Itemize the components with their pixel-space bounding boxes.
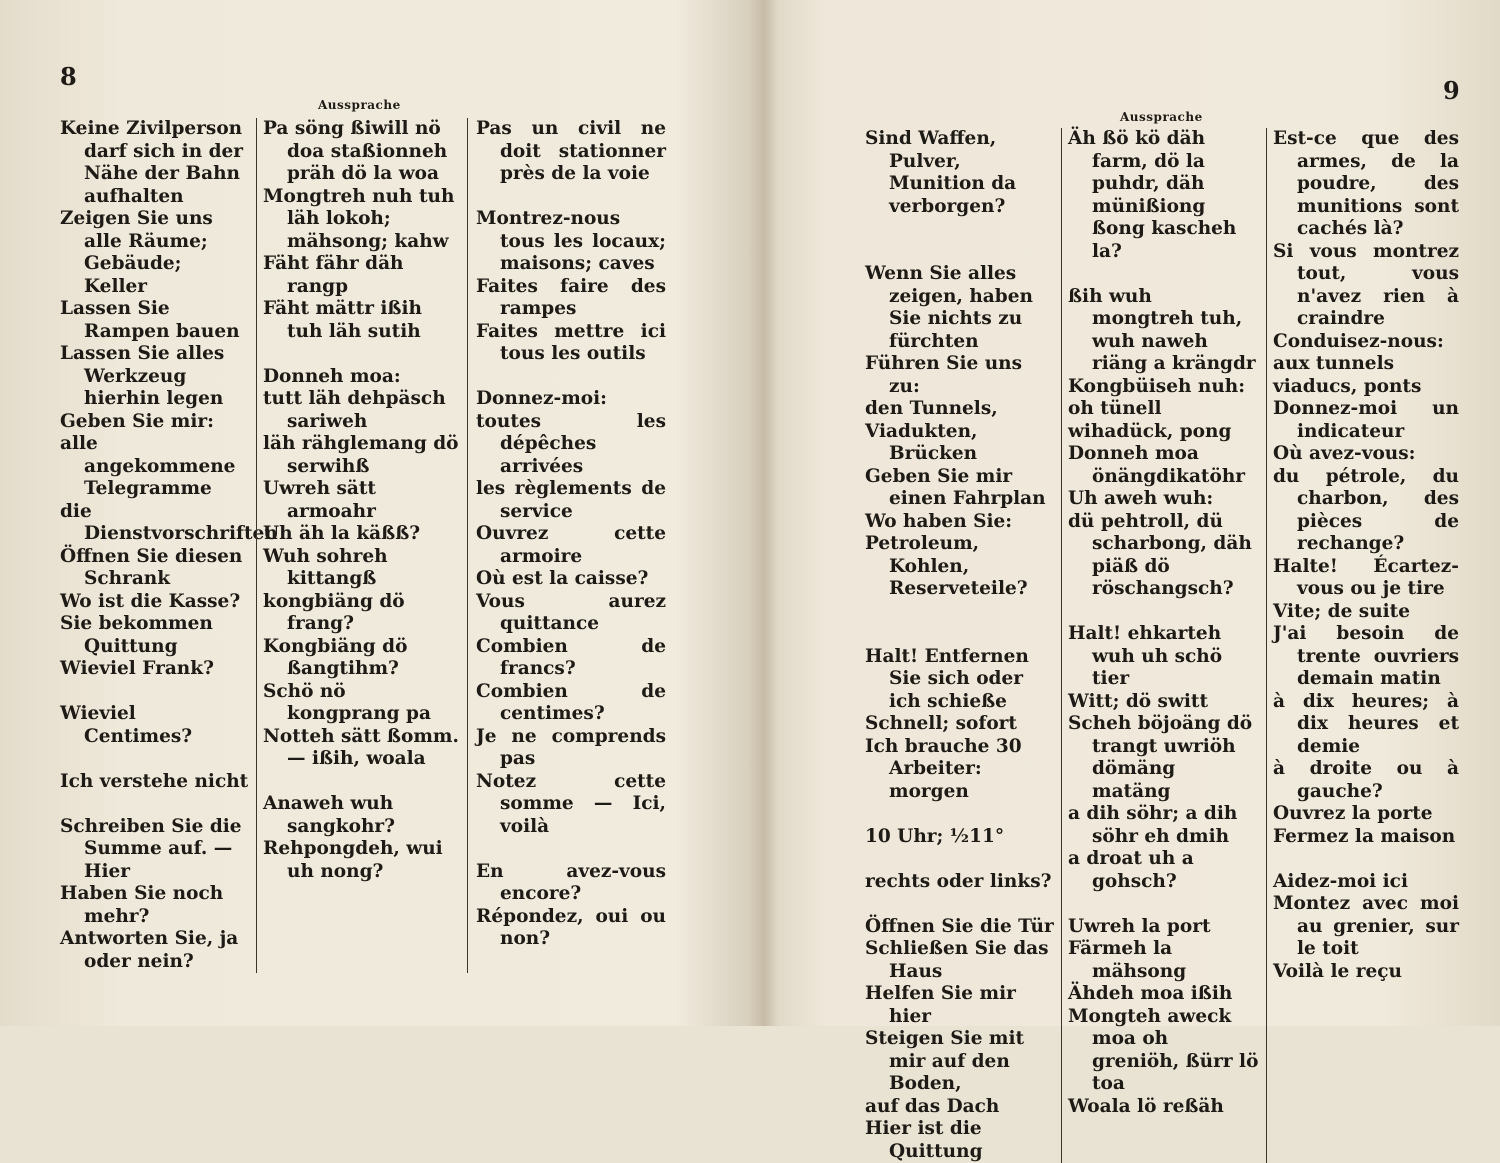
phrase-entry: Vous aurez quittance <box>476 590 673 634</box>
phrase-entry: Geben Sie mir: <box>60 410 214 432</box>
phrase-entry: Wo haben Sie: <box>865 510 1013 532</box>
phrase-entry: Mongtreh nuh tuh läh lokoh; mähsong; kahw <box>263 185 461 252</box>
phrase-entry: à dix heures; à dix heures et demie <box>1273 690 1466 757</box>
phrase-entry: Ähdeh moa ißih <box>1068 983 1233 1004</box>
phrase-entry: Wuh sohreh kittangß <box>263 545 394 589</box>
phrase-entry: Viadukten, Brücken <box>865 420 984 464</box>
phrase-entry: Sind Waffen, Pulver, Munition da verborgen? <box>865 128 1023 217</box>
french-column-left <box>467 118 672 973</box>
phrase-entry: wihadück, pong <box>1068 420 1232 442</box>
phrase-entry: Wenn Sie alles zeigen, haben Sie nichts zu fürchten <box>865 263 1040 352</box>
phrase-entry: Kongbüiseh nuh: <box>1068 375 1246 397</box>
german-column-right <box>865 128 1061 1163</box>
phrase-entry: Halt! ehkarteh wuh uh schö tier <box>1068 623 1229 689</box>
page-number-right: 9 <box>1443 76 1460 105</box>
phrase-entry: Uwreh sätt armoahr <box>263 478 383 522</box>
phrase-entry: Notteh sätt ßomm. — ißih, woala <box>263 725 466 769</box>
phrase-entry: Pa söng ßiwill nö doa staßionneh präh dö la woa <box>263 118 454 184</box>
phrase-entry <box>476 366 666 389</box>
phrase-entry: Geben Sie mir einen Fahrplan <box>865 465 1046 509</box>
phrase-entry: toutes les dépêches arrivées <box>476 410 673 477</box>
phrase-entry: Hier ist die Quittung <box>865 1118 989 1162</box>
pronunciation-column-left <box>256 118 467 973</box>
phrase-entry: Antworten Sie, ja oder nein? <box>60 928 245 972</box>
phrase-entry <box>1273 848 1459 871</box>
phrase-columns-left <box>60 118 672 973</box>
phrase-entry <box>865 803 1055 826</box>
phrase-entry: Haben Sie noch mehr? <box>60 883 230 927</box>
phrase-entry: Äh ßö kö däh farm, dö la puhdr, däh münißiong ßong kascheh la? <box>1068 128 1243 262</box>
phrase-entry: viaducs, ponts <box>1273 375 1422 397</box>
phrase-entry: a dih söhr; a dih söhr eh dmih <box>1068 803 1244 847</box>
phrase-entry: die Dienstvorschriften <box>60 500 278 544</box>
phrase-entry: Öffnen Sie diesen Schrank <box>60 545 249 589</box>
phrase-entry <box>476 186 666 209</box>
phrase-entry: J'ai besoin de trente ouvriers demain matin <box>1273 623 1466 689</box>
phrase-entry: kongbiäng dö frang? <box>263 590 412 634</box>
phrase-entry: Pas un civil ne doit stationner près de la voie <box>476 118 673 184</box>
phrase-entry: Halt! Entfernen Sie sich oder ich schieße <box>865 645 1036 712</box>
phrase-entry: a droat uh a gohsch? <box>1068 848 1201 892</box>
right-page <box>760 0 1500 1162</box>
phrase-entry <box>1068 601 1260 624</box>
phrase-entry <box>60 748 250 771</box>
phrase-entry: Donnez-moi: <box>476 388 608 409</box>
phrase-entry: läh rähglemang dö serwihß <box>263 433 465 477</box>
phrase-entry: Donneh moa önängdikatöhr <box>1068 443 1246 487</box>
phrase-entry: Aidez-moi ici <box>1273 870 1408 892</box>
phrase-entry: Fäht mättr ißih tuh läh sutih <box>263 298 429 342</box>
phrase-entry: Donnez-moi un indicateur <box>1273 398 1466 442</box>
phrase-entry: den Tunnels, <box>865 398 998 419</box>
phrase-entry: Montez avec moi au grenier, sur le toit <box>1273 893 1466 959</box>
phrase-entry: Schnell; sofort <box>865 713 1017 734</box>
phrase-entry <box>60 793 250 816</box>
phrase-entry: Où avez-vous: <box>1273 443 1416 464</box>
phrase-entry: Voilà le reçu <box>1273 960 1402 982</box>
phrase-entry: auf das Dach <box>865 1095 1000 1117</box>
phrase-entry: aux tunnels <box>1273 353 1395 374</box>
phrase-entry: Faites faire des rampes <box>476 275 673 319</box>
phrase-entry: Wieviel Centimes? <box>60 703 193 747</box>
phrase-entry: Lassen Sie Rampen bauen <box>60 298 240 342</box>
phrase-entry: Schö nö kongprang pa <box>263 680 431 724</box>
phrase-entry: rechts oder links? <box>865 870 1052 892</box>
phrase-entry: Witt; dö switt <box>1068 690 1209 712</box>
phrase-entry: Öffnen Sie die Tür <box>865 915 1054 937</box>
phrase-entry: Zeigen Sie uns alle Räume; Gebäude; Keller <box>60 208 220 297</box>
left-page <box>0 0 750 1026</box>
german-column-left <box>60 118 278 973</box>
phrase-entry <box>60 681 250 704</box>
pronunciation-header-left: Aussprache <box>318 98 401 112</box>
phrase-entry: Steigen Sie mit mir auf den Boden, <box>865 1028 1031 1094</box>
phrase-entry: Combien de centimes? <box>476 680 673 724</box>
page-number-left: 8 <box>60 62 77 91</box>
phrase-entry: Montrez-nous tous les locaux; maisons; caves <box>476 208 673 274</box>
phrase-entry: Halte! Écartez-vous ou je tire <box>1273 555 1459 599</box>
phrase-entry: Mongteh aweck moa oh greniöh, ßürr lö toa <box>1068 1005 1265 1094</box>
phrase-entry: Je ne comprends pas <box>476 725 673 769</box>
phrase-entry: Petroleum, Kohlen, Reserveteile? <box>865 533 1028 599</box>
phrase-entry <box>865 218 1055 241</box>
phrase-entry <box>263 343 461 366</box>
pronunciation-header-right: Aussprache <box>1120 110 1203 124</box>
phrase-entry: oh tünell <box>1068 398 1162 419</box>
phrase-entry: Fermez la maison <box>1273 825 1456 847</box>
phrase-entry: Uh aweh wuh: <box>1068 488 1214 509</box>
phrase-entry <box>476 838 666 861</box>
phrase-entry <box>1068 263 1260 286</box>
phrase-entry: Ouvrez cette armoire <box>476 523 673 567</box>
phrase-entry: Lassen Sie alles Werkzeug hierhin legen <box>60 343 231 409</box>
phrase-entry: Führen Sie uns zu: <box>865 353 1029 397</box>
phrase-entry: Où est la caisse? <box>476 568 649 589</box>
phrase-entry <box>263 771 461 794</box>
phrase-entry: alle angekommene Telegramme <box>60 433 242 499</box>
phrase-entry: Sie bekommen Quittung <box>60 613 220 657</box>
phrase-entry: Keine Zivilperson darf sich in der Nähe der Bahn aufhalten <box>60 118 250 207</box>
phrase-entry: du pétrole, du charbon, des pièces de rechange? <box>1273 465 1466 554</box>
phrase-entry: Ich verstehe nicht <box>60 770 249 792</box>
french-column-right <box>1266 128 1465 1163</box>
phrase-entry: Vite; de suite <box>1273 600 1410 622</box>
phrase-entry: En avez-vous encore? <box>476 860 673 904</box>
phrase-entry <box>1068 893 1260 916</box>
phrase-entry: Rehpongdeh, wui uh nong? <box>263 838 450 882</box>
phrase-entry: à droite ou à gauche? <box>1273 758 1466 802</box>
phrase-entry: Uwreh la port <box>1068 915 1211 937</box>
phrase-entry <box>865 893 1055 916</box>
phrase-columns-right <box>865 128 1465 1163</box>
phrase-entry: Anaweh wuh sangkohr? <box>263 793 400 837</box>
phrase-entry: Ouvrez la porte <box>1273 803 1433 824</box>
phrase-entry: Uh äh la käßß? <box>263 523 421 544</box>
phrase-entry: Notez cette somme — Ici, voilà <box>476 770 673 837</box>
phrase-entry: Est-ce que des armes, de la poudre, des munitions sont cachés là? <box>1273 128 1466 239</box>
phrase-entry: tutt läh dehpäsch sariweh <box>263 388 453 432</box>
phrase-entry: dü pehtroll, dü scharbong, däh piäß dö röschangsch? <box>1068 510 1259 599</box>
phrase-entry: Helfen Sie mir hier <box>865 983 1023 1027</box>
phrase-entry: ßih wuh mongtreh tuh, wuh naweh riäng a krängdr <box>1068 285 1256 374</box>
phrase-entry: Scheh böjoäng dö trangt uwriöh dömäng matäng <box>1068 713 1259 802</box>
phrase-entry: les règlements de service <box>476 478 673 522</box>
phrase-entry: Donneh moa: <box>263 365 401 387</box>
phrase-entry <box>865 623 1055 646</box>
phrase-entry: Schreiben Sie die Summe auf. — Hier <box>60 815 249 882</box>
phrase-entry: Ich brauche 30 Arbeiter: morgen <box>865 735 1029 802</box>
phrase-entry <box>865 848 1055 871</box>
phrase-entry <box>865 601 1055 624</box>
phrase-entry: Färmeh la mähsong <box>1068 938 1187 982</box>
phrase-entry: Woala lö reßäh <box>1068 1095 1224 1117</box>
pronunciation-column-right <box>1061 128 1266 1163</box>
phrase-entry: Conduisez-nous: <box>1273 330 1444 352</box>
phrase-entry: Fäht fähr däh rangp <box>263 253 410 297</box>
phrase-entry: Schließen Sie das Haus <box>865 938 1056 982</box>
phrase-entry: Wieviel Frank? <box>60 658 214 679</box>
phrase-entry <box>865 241 1055 264</box>
phrase-entry: Répondez, oui ou non? <box>476 905 673 949</box>
phrase-entry: Faites mettre ici tous les outils <box>476 320 673 364</box>
phrase-entry: Kongbiäng dö ßangtihm? <box>263 635 414 679</box>
phrase-entry: 10 Uhr; ½11° <box>865 825 1005 847</box>
phrase-entry: Si vous montrez tout, vous n'avez rien à craindre <box>1273 240 1466 329</box>
phrase-entry: Combien de francs? <box>476 635 673 679</box>
phrase-entry: Wo ist die Kasse? <box>60 590 241 612</box>
